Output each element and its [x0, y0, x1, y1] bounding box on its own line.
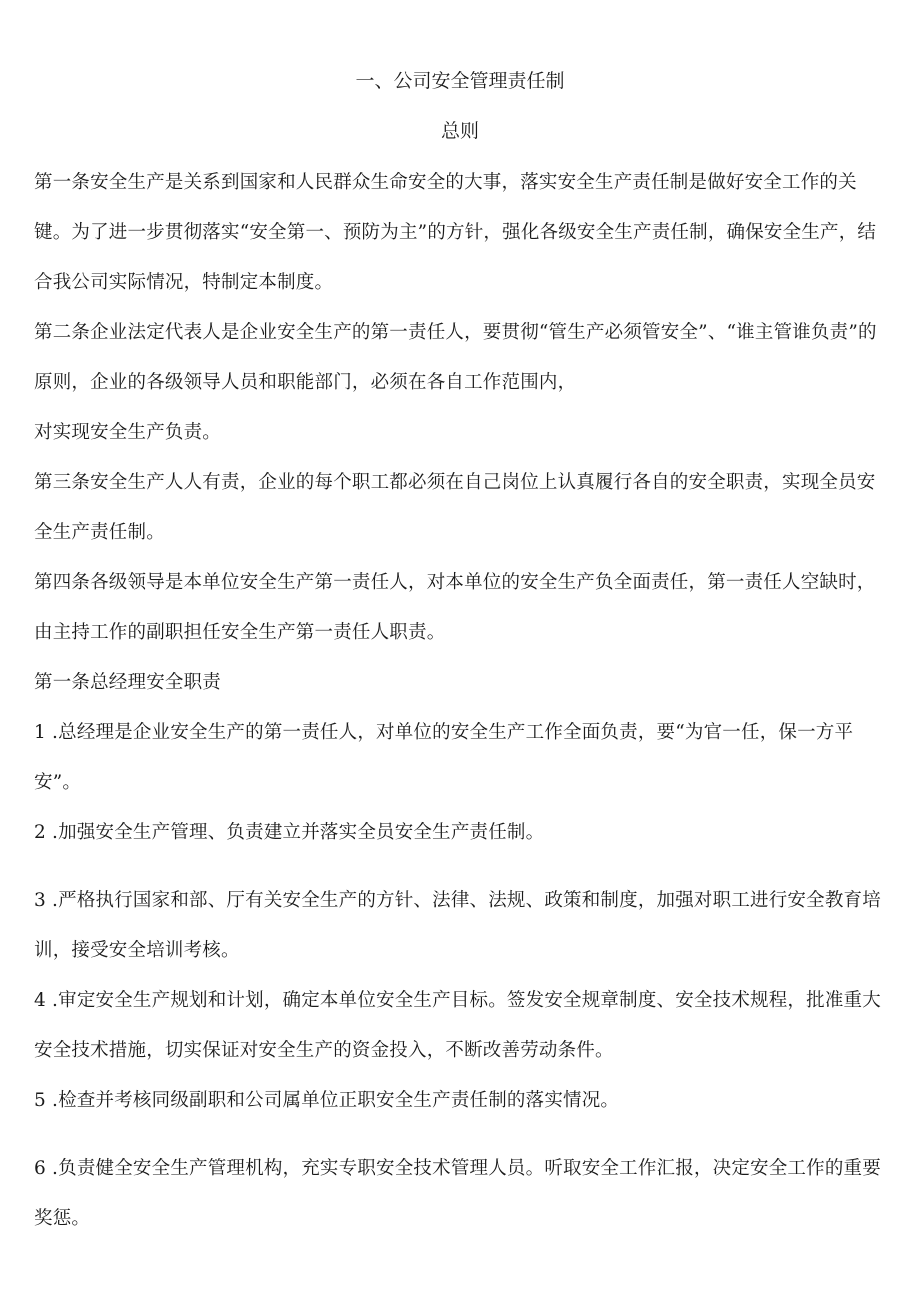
document-body [34, 158, 886, 1244]
list-item-4: 4 .审定安全生产规划和计划，确定本单位安全生产目标。签发安全规章制度、安全技术规程，批准重大安全技术措施，切实保证对安全生产的资金投入，不断改善劳动条件。 [34, 990, 881, 1061]
section-heading-gm-duties: 第一条总经理安全职责 [34, 672, 222, 693]
list-item-3: 3 .严格执行国家和部、厅有关安全生产的方针、法律、法规、政策和制度，加强对职工进行安全教育培训，接受安全培训考核。 [34, 890, 881, 961]
paragraph-article-4: 第四条各级领导是本单位安全生产第一责任人，对本单位的安全生产负全面责任，第一责任人空缺时，由主持工作的副职担任安全生产第一责任人职责。 [34, 572, 876, 643]
list-item-1: 1 .总经理是企业安全生产的第一责任人，对单位的安全生产工作全面负责，要“为官一任，保一方平安”。 [34, 722, 854, 793]
document-title: 一、公司安全管理责任制 [355, 70, 565, 92]
paragraph-article-2-cont: 对实现安全生产负责。 [34, 422, 222, 443]
list-item-5: 5 .检查并考核同级副职和公司属单位正职安全生产责任制的落实情况。 [34, 1090, 620, 1111]
paragraph-article-3: 第三条安全生产人人有责，企业的每个职工都必须在自己岗位上认真履行各自的安全职责，实现全员安全生产责任制。 [34, 472, 876, 543]
paragraph-article-1: 第一条安全生产是关系到国家和人民群众生命安全的大事，落实安全生产责任制是做好安全工作的关键。为了进一步贯彻落实“安全第一、预防为主”的方针，强化各级安全生产责任制，确保安全生产，结合我公司实际情况，特制定本制度。 [34, 172, 877, 293]
paragraph-article-2: 第二条企业法定代表人是企业安全生产的第一责任人，要贯彻“管生产必须管安全”、“谁主管谁负责”的原则，企业的各级领导人员和职能部门，必须在各自工作范围内， [34, 322, 877, 393]
list-item-2: 2 .加强安全生产管理、负责建立并落实全员安全生产责任制。 [34, 822, 545, 843]
document-subtitle: 总则 [440, 120, 479, 142]
list-item-6: 6 .负责健全安全生产管理机构，充实专职安全技术管理人员。听取安全工作汇报，决定安全工作的重要奖惩。 [34, 1158, 881, 1229]
